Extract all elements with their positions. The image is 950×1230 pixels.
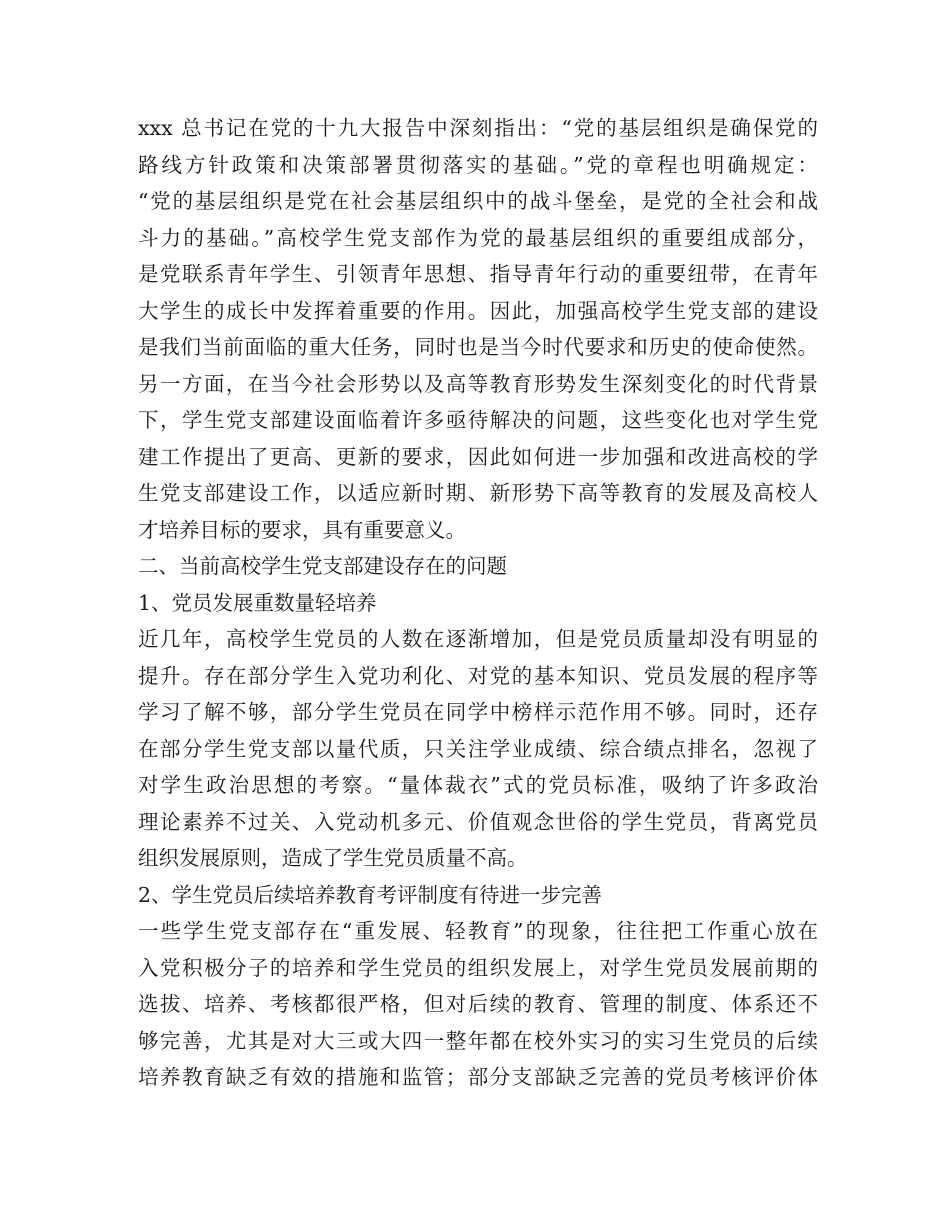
subsection-heading: 2、学生党员后续培养教育考评制度有待进一步完善	[138, 882, 603, 907]
text-line: 对学生政治思想的考察。“量体裁衣”式的党员标准，吸纳了许多政治	[138, 773, 818, 797]
text-line: 生党支部建设工作，以适应新时期、新形势下高等教育的发展及高校人	[138, 481, 818, 505]
text-line: 理论素养不过关、入党动机多元、价值观念世俗的学生党员，背离党员	[138, 809, 818, 834]
text-line: “党的基层组织是党在社会基层组织中的战斗堡垒，是党的全社会和战	[138, 189, 818, 213]
text-line: 另一方面，在当今社会形势以及高等教育形势发生深刻变化的时代背景	[138, 371, 818, 396]
text-line: 在部分学生党支部以量代质，只关注学业成绩、综合绩点排名，忽视了	[138, 736, 818, 761]
text-line: 下，学生党支部建设面临着许多亟待解决的问题，这些变化也对学生党	[138, 408, 818, 432]
subsection-heading: 1、党员发展重数量轻培养	[138, 590, 377, 615]
section-heading: 二、当前高校学生党支部建设存在的问题	[138, 554, 507, 578]
text-line: 建工作提出了更高、更新的要求，因此如何进一步加强和改进高校的学	[138, 444, 818, 469]
text-line: 才培养目标的要求，具有重要意义。	[138, 517, 466, 542]
text-line: 是党联系青年学生、引领青年思想、指导青年行动的重要纽带，在青年	[138, 262, 818, 286]
text-line: 近几年，高校学生党员的人数在逐渐增加，但是党员质量却没有明显的	[138, 627, 818, 651]
text-line: xxx 总书记在党的十九大报告中深刻指出：“党的基层组织是确保党的	[138, 116, 818, 140]
text-line: 够完善，尤其是对大三或大四一整年都在校外实习的实习生党员的后续	[138, 1028, 818, 1053]
text-line: 培养教育缺乏有效的措施和监管；部分支部缺乏完善的党员考核评价体	[138, 1065, 818, 1089]
text-line: 组织发展原则，造成了学生党员质量不高。	[138, 846, 528, 870]
document-body	[138, 110, 818, 1096]
text-line: 提升。存在部分学生入党功利化、对党的基本知识、党员发展的程序等	[138, 663, 818, 688]
text-line: 一些学生党支部存在“重发展、轻教育”的现象，往往把工作重心放在	[138, 919, 818, 943]
text-line: 学习了解不够，部分学生党员在同学中榜样示范作用不够。同时，还存	[138, 700, 818, 724]
text-line: 路线方针政策和决策部署贯彻落实的基础。”党的章程也明确规定：	[138, 152, 818, 177]
text-line: 大学生的成长中发挥着重要的作用。因此，加强高校学生党支部的建设	[138, 298, 818, 323]
text-line: 选拔、培养、考核都很严格，但对后续的教育、管理的制度、体系还不	[138, 992, 818, 1016]
text-line: 入党积极分子的培养和学生党员的组织发展上，对学生党员发展前期的	[138, 955, 818, 980]
text-line: 斗力的基础。”高校学生党支部作为党的最基层组织的重要组成部分，	[138, 225, 818, 250]
text-line: 是我们当前面临的重大任务，同时也是当今时代要求和历史的使命使然。	[138, 335, 818, 359]
